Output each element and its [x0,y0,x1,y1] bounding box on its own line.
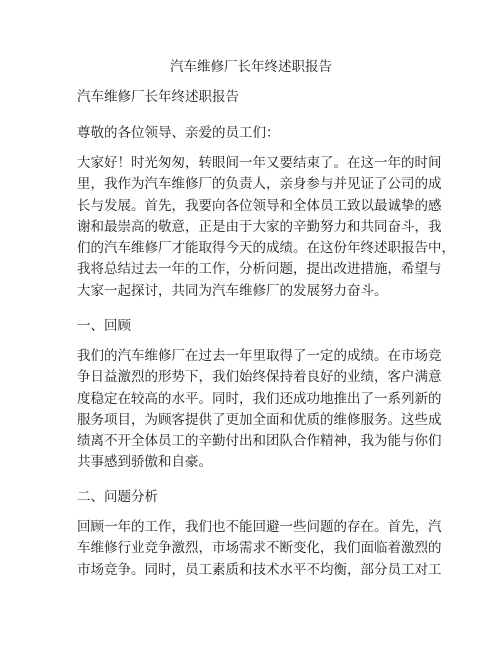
paragraph-line: 共事感到骄傲和自豪。 [77,454,212,471]
paragraph-line: 谢和最崇高的敬意，正是由于大家的辛勤努力和共同奋斗，我 [77,218,442,235]
section-heading: 二、问题分析 [77,489,158,505]
intro-paragraph [77,153,455,302]
paragraph-line: 市场竞争。同时，员工素质和技术水平不均衡，部分员工对工 [77,561,442,578]
paragraph-line: 绩离不开全体员工的辛勤付出和团队合作精神，我为能与你们 [77,433,442,450]
paragraph-line: 我将总结过去一年的工作，分析问题，提出改进措施，希望与 [77,261,442,278]
document-title: 汽车维修厂长年终述职报告 [170,59,332,75]
paragraph-line: 大家一起探讨，共同为汽车维修厂的发展努力奋斗。 [77,282,388,299]
section-1-paragraph [77,346,442,474]
paragraph-line: 里，我作为汽车维修厂的负责人，亲身参与并见证了公司的成 [77,176,442,193]
paragraph-line: 长与发展。首先，我要向各位领导和全体员工致以最诚挚的感 [77,197,442,214]
paragraph-line: 回顾一年的工作，我们也不能回避一些问题的存在。首先，汽 [77,519,442,535]
paragraph-line: 我们的汽车维修厂在过去一年里取得了一定的成绩。在市场竞 [77,348,442,364]
paragraph-line: 服务项目，为顾客提供了更加全面和优质的维修服务。这些成 [77,411,442,428]
greeting [77,123,437,144]
paragraph-line: 度稳定在较高的水平。同时，我们还成功地推出了一系列新的 [77,390,442,407]
section-heading: 一、回顾 [77,318,131,334]
section-2-heading [77,487,437,508]
paragraph-line: 争日益激烈的形势下，我们始终保持着良好的业绩，客户满意 [77,369,442,386]
section-1-heading [77,316,437,337]
paragraph-line: 车维修行业竞争激烈，市场需求不断变化，我们面临着激烈的 [77,540,442,557]
document-subtitle: 汽车维修厂长年终述职报告 [77,89,239,105]
paragraph-line: 们的汽车维修厂才能取得今天的成绩。在这份年终述职报告中， [77,240,455,257]
paragraph-line: 大家好！时光匆匆，转眼间一年又要结束了。在这一年的时间 [77,155,442,171]
section-2-paragraph [77,517,442,581]
greeting-text: 尊敬的各位领导、亲爱的员工们： [77,125,280,141]
